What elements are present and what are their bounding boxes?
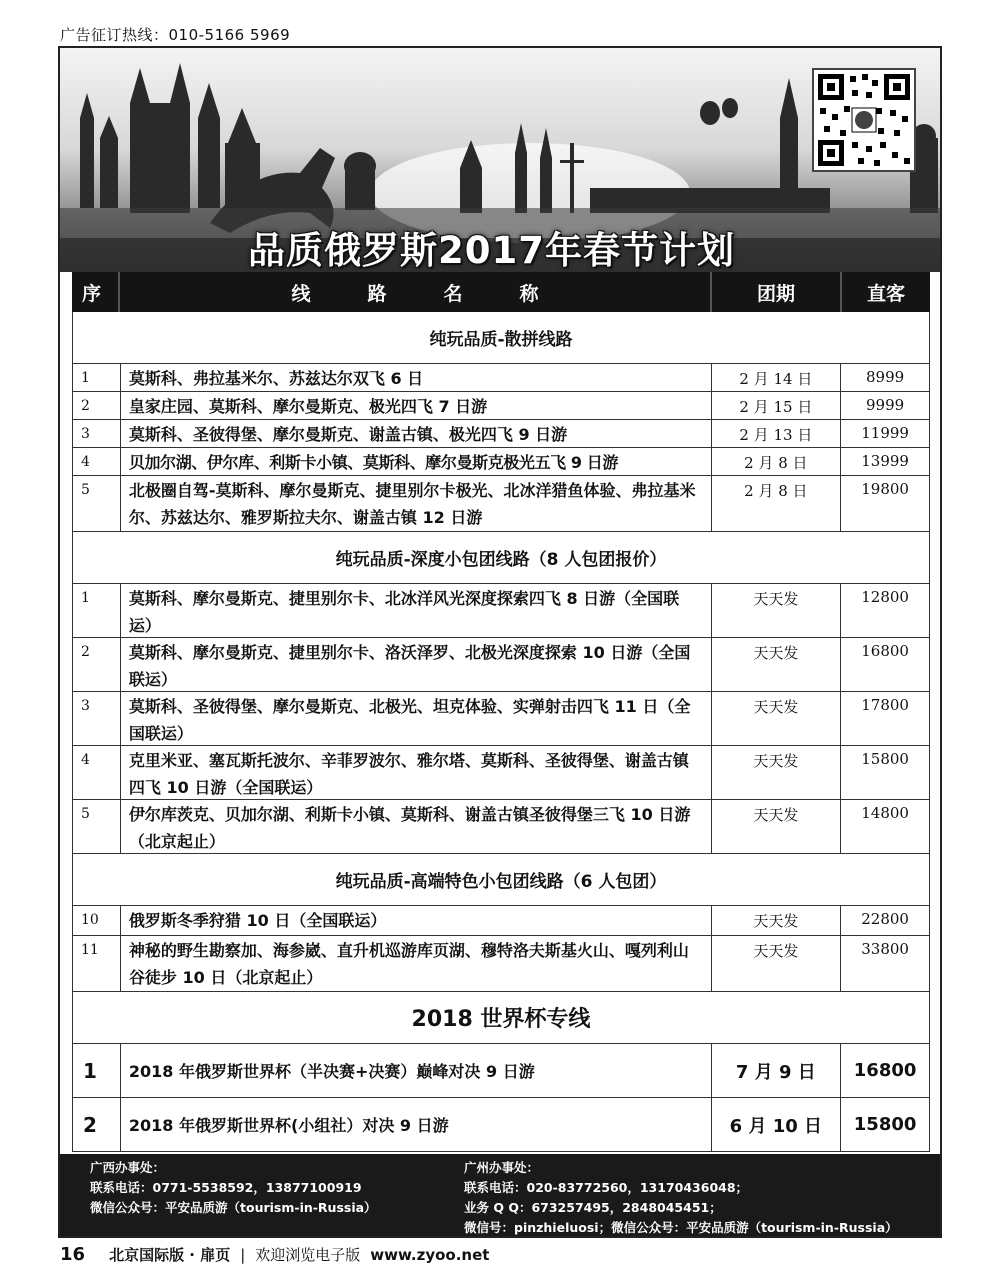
row-no: 5 [73,800,121,853]
row-date: 天天发 [712,800,842,853]
table-row [72,692,930,746]
guangxi-phone: 联系电话：0771-5538592，13877100919 [90,1180,362,1195]
row-date: 天天发 [712,584,842,637]
row-price: 33800 [861,940,909,958]
guangzhou-office-label: 广州办事处： [464,1160,540,1175]
row-date: 天天发 [712,936,842,991]
row-route: 莫斯科、圣彼得堡、摩尔曼斯克、北极光、坦克体验、实弹射击四飞 11 日（全国联运） [121,692,712,745]
row-price: 11999 [861,424,909,442]
row-route: 2018 年俄罗斯世界杯(小组社）对决 9 日游 [121,1098,712,1151]
row-no: 10 [73,906,121,935]
welcome-message: 欢迎浏览电子版 [255,1246,361,1264]
row-route: 莫斯科、摩尔曼斯克、捷里别尔卡、北冰洋风光深度探索四飞 8 日游（全国联运） [121,584,712,637]
row-price: 16800 [861,642,909,660]
table-row [72,584,930,638]
table-row [72,476,930,532]
table-row [72,448,930,476]
advertisement-frame [58,46,942,1238]
header-date: 团期 [712,272,842,312]
section-title: 纯玩品质-高端特色小包团线路（6 人包团） [72,854,930,906]
banner [60,48,940,272]
row-price: 19800 [861,480,909,498]
qr-code-icon[interactable] [812,68,916,172]
row-route: 莫斯科、弗拉基米尔、苏兹达尔双飞 6 日 [121,364,712,391]
row-no: 3 [73,420,121,447]
row-route: 莫斯科、圣彼得堡、摩尔曼斯克、谢盖古镇、极光四飞 9 日游 [121,420,712,447]
row-price: 8999 [866,368,905,386]
row-no: 2 [73,392,121,419]
footer-separator: | [240,1245,246,1264]
row-date: 2 月 14 日 [712,364,842,391]
row-no: 2 [73,638,121,691]
row-no: 2 [73,1098,121,1151]
section-title: 纯玩品质-散拼线路 [72,312,930,364]
row-route: 伊尔库茨克、贝加尔湖、利斯卡小镇、莫斯科、谢盖古镇圣彼得堡三飞 10 日游（北京起止） [121,800,712,853]
header-price: 直客 [866,282,905,305]
row-no: 1 [73,1044,121,1097]
row-date: 2 月 8 日 [712,448,842,475]
row-date: 天天发 [712,746,842,799]
guangxi-office [90,1158,377,1218]
row-price: 13999 [861,452,909,470]
guangxi-wechat: 微信公众号：平安品质游（tourism-in-Russia） [90,1200,377,1215]
page-number: 16 [60,1244,86,1265]
row-price: 15800 [861,750,909,768]
ad-hotline: 广告征订热线：010-5166 5969 [60,26,291,44]
table-row [72,420,930,448]
guangxi-office-label: 广西办事处： [90,1160,166,1175]
edition-label: 北京国际版 · 扉页 [109,1246,231,1264]
row-date: 2 月 15 日 [712,392,842,419]
row-route: 2018 年俄罗斯世界杯（半决赛+决赛）巅峰对决 9 日游 [121,1044,712,1097]
row-date: 2 月 13 日 [712,420,842,447]
table-row [72,906,930,936]
table-row [72,364,930,392]
worldcup-title: 2018 世界杯专线 [72,992,930,1044]
row-price: 14800 [861,804,909,822]
table-row [72,638,930,692]
row-price: 17800 [861,696,909,714]
table-row [72,1044,930,1098]
row-date: 天天发 [712,692,842,745]
row-route: 皇家庄园、莫斯科、摩尔曼斯克、极光四飞 7 日游 [121,392,712,419]
row-date: 6 月 10 日 [712,1098,842,1151]
row-no: 4 [73,746,121,799]
row-price: 22800 [861,910,909,928]
section-title: 纯玩品质-深度小包团线路（8 人包团报价） [72,532,930,584]
row-no: 11 [73,936,121,991]
row-price: 12800 [861,588,909,606]
row-no: 1 [73,584,121,637]
row-no: 5 [73,476,121,531]
header-no: 序 [72,272,120,312]
table-row [72,746,930,800]
row-route: 克里米亚、塞瓦斯托波尔、辛菲罗波尔、雅尔塔、莫斯科、圣彼得堡、谢盖古镇四飞 10 日游（全国联运） [121,746,712,799]
row-no: 4 [73,448,121,475]
guangzhou-qq: 业务 Q Q：673257495，2848045451； [464,1200,722,1215]
row-date: 天天发 [712,638,842,691]
header-route: 线 路 名 称 [120,272,712,312]
row-price: 16800 [853,1060,917,1081]
row-route: 莫斯科、摩尔曼斯克、捷里别尔卡、洛沃泽罗、北极光深度探索 10 日游（全国联运） [121,638,712,691]
guangzhou-office [464,1158,898,1238]
row-date: 7 月 9 日 [712,1044,842,1097]
row-no: 3 [73,692,121,745]
guangzhou-wechat: 微信号：pinzhieluosi；微信公众号：平安品质游（tourism-in-Russia） [464,1220,898,1235]
row-date: 天天发 [712,906,842,935]
banner-title: 品质俄罗斯2017年春节计划 [248,229,735,272]
page-footer [60,1244,489,1265]
contact-footer [60,1154,940,1236]
table-row [72,800,930,854]
row-route: 贝加尔湖、伊尔库、利斯卡小镇、莫斯科、摩尔曼斯克极光五飞 9 日游 [121,448,712,475]
row-no: 1 [73,364,121,391]
row-date: 2 月 8 日 [712,476,842,531]
row-price: 9999 [866,396,905,414]
row-route: 北极圈自驾-莫斯科、摩尔曼斯克、捷里别尔卡极光、北冰洋猎鱼体验、弗拉基米尔、苏兹达尔、雅罗斯拉夫尔、谢盖古镇 12 日游 [121,476,712,531]
guangzhou-phone: 联系电话：020-83772560，13170436048； [464,1180,749,1195]
row-price: 15800 [853,1114,917,1135]
route-table [72,272,930,1152]
table-row [72,392,930,420]
table-row [72,1098,930,1152]
row-route: 俄罗斯冬季狩猎 10 日（全国联运） [121,906,712,935]
table-row [72,936,930,992]
website-link[interactable]: www.zyoo.net [370,1245,490,1264]
table-header [72,272,930,312]
row-route: 神秘的野生勘察加、海参崴、直升机巡游库页湖、穆特洛夫斯基火山、嘎列利山谷徒步 10 日（北京起止） [121,936,712,991]
